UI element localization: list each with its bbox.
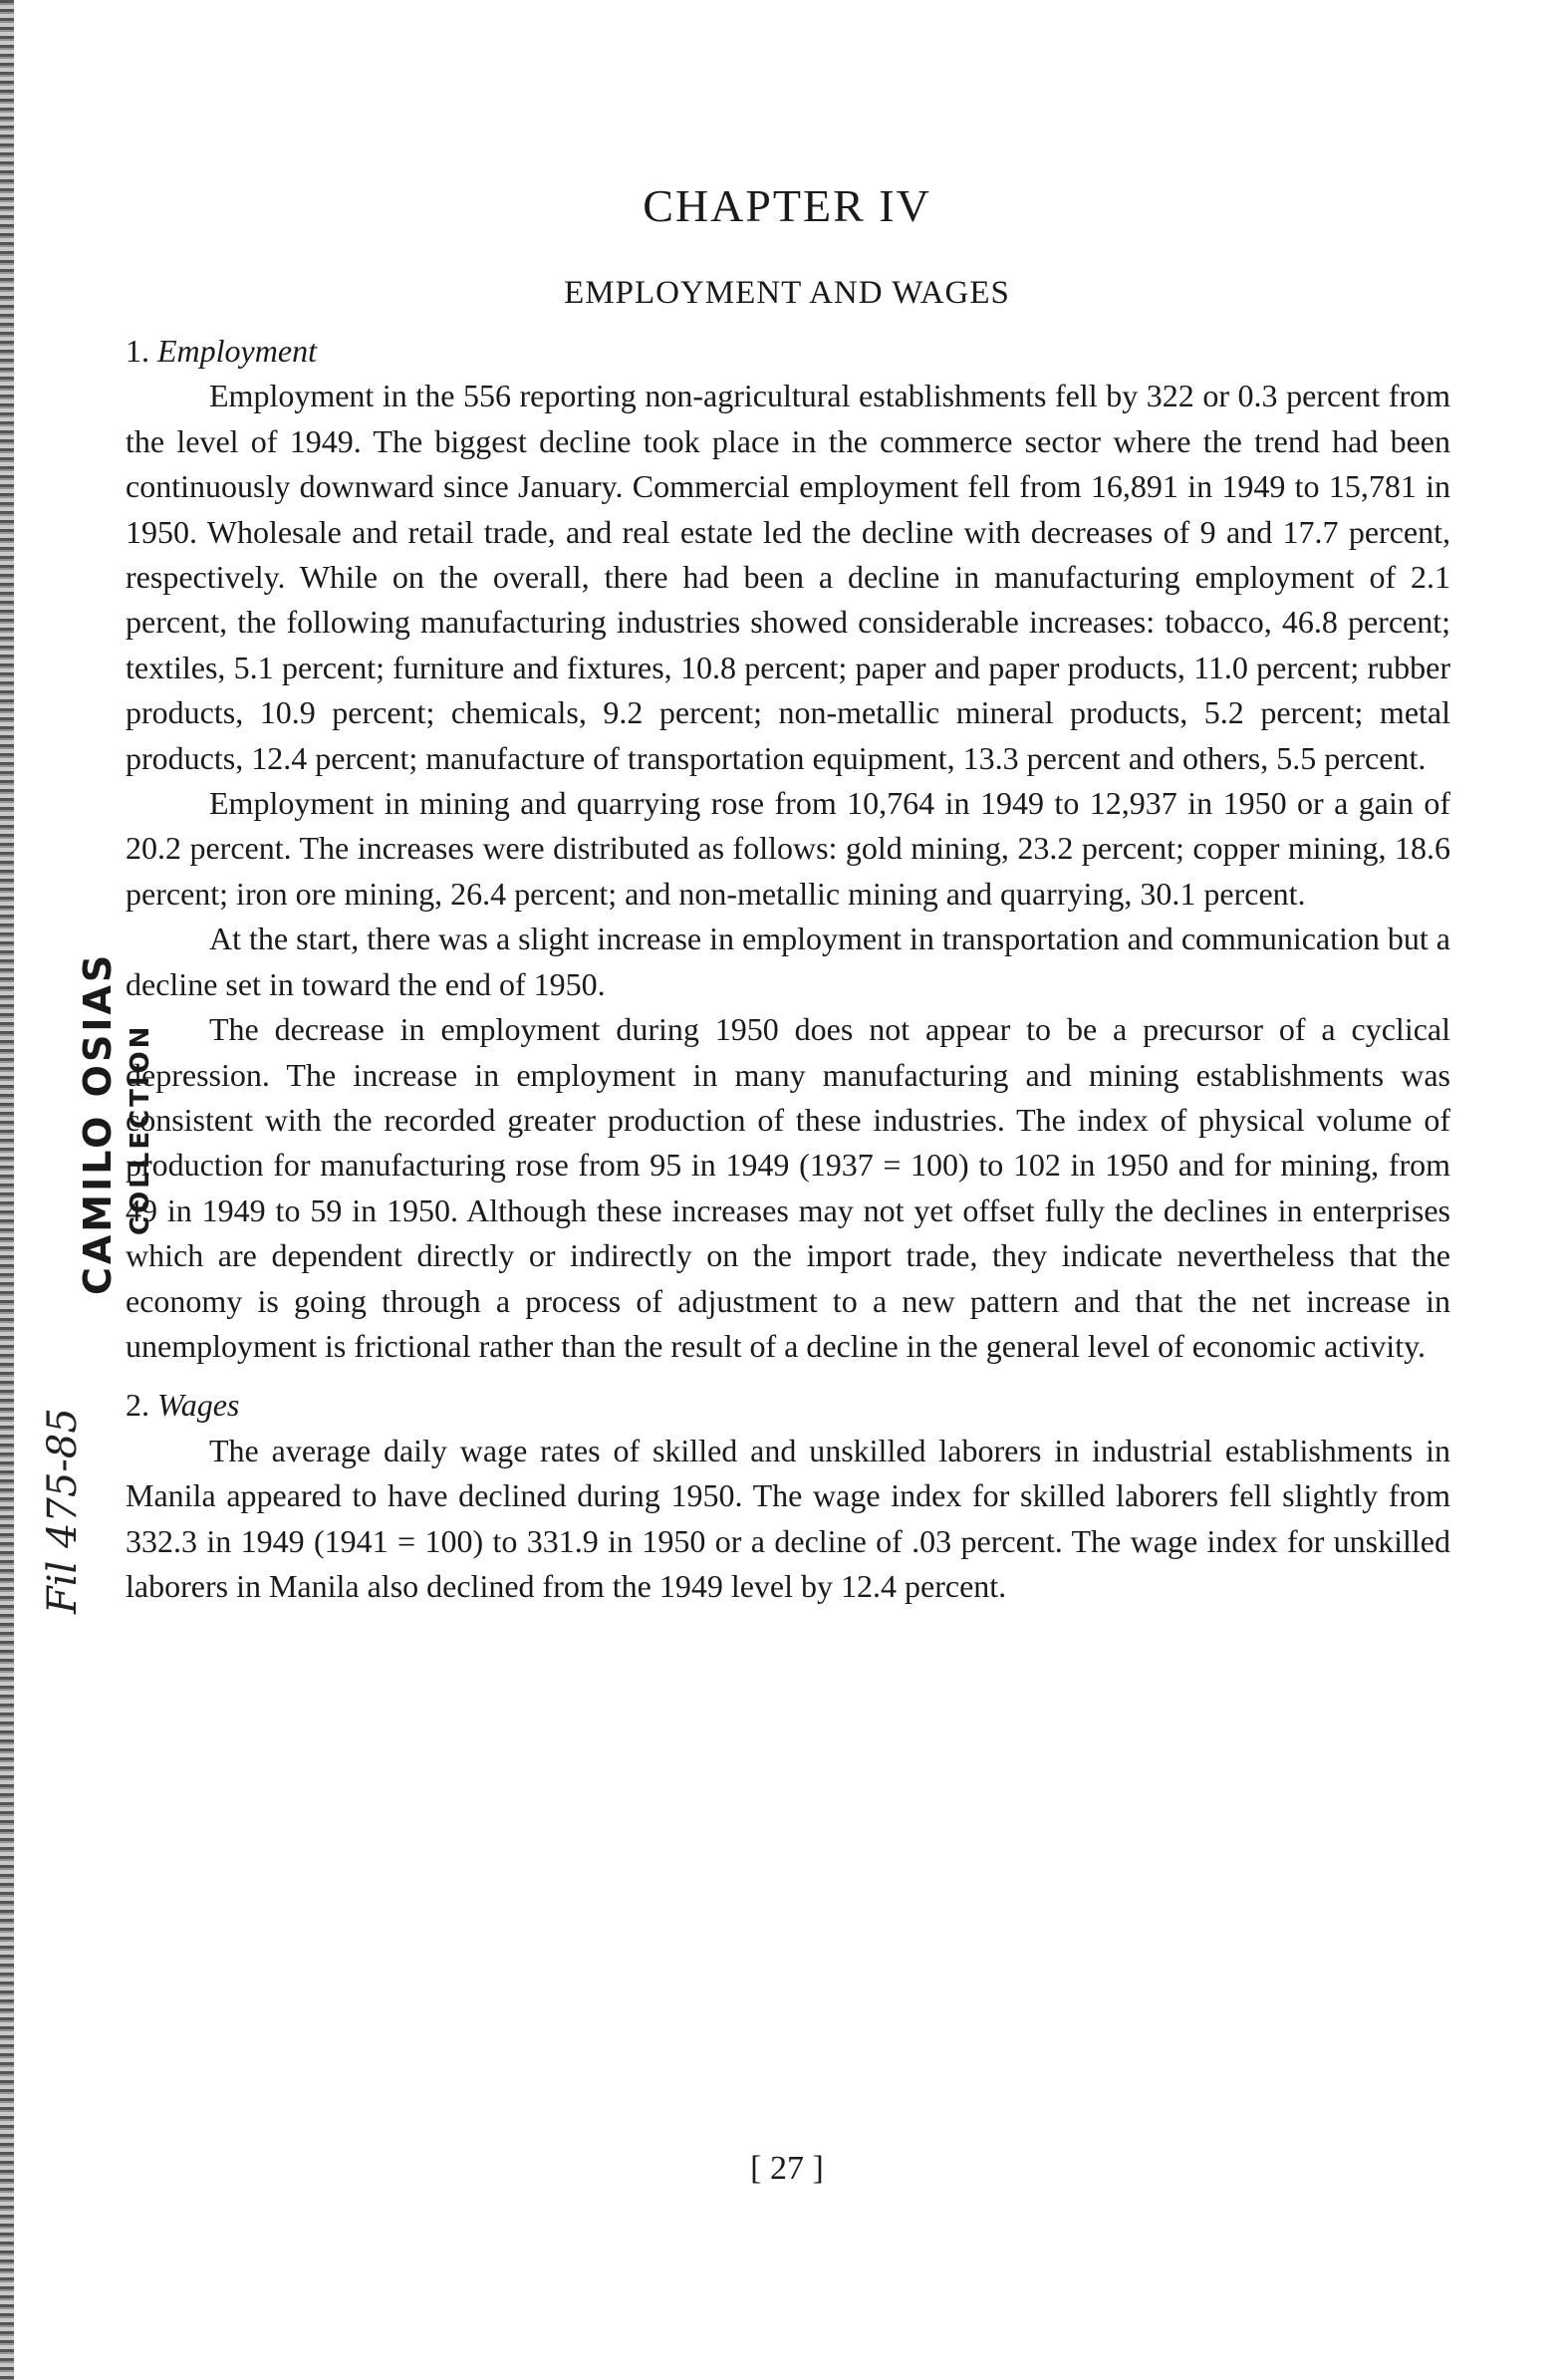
employment-paragraph-4: The decrease in employment during 1950 does not appear to be a precursor of a cyclical depression. The increase in employment in many manufacturing and mining establishments was consistent with the recorded greater production of these industries. The index of physical volume of production for manufacturing rose from 95 in 1949 (1937 = 100) to 102 in 1950 and for mining, from 49 in 1949 to 59 in 1950. Although these increases may not yet offset fully the declines in enterprises which are dependent directly or indirectly on the import trade, they indicate nevertheless that the economy is going through a process of adjustment to a new pattern and that the net increase in unemployment is frictional rather than the result of a decline in the general level of economic activity. [126, 1011, 1450, 1364]
wages-heading-label: Wages [157, 1387, 240, 1424]
employment-heading-number: 1. [126, 333, 149, 369]
employment-paragraph-1: Employment in the 556 reporting non-agricultural establishments fell by 322 or 0.3 percent from the level of 1949. The biggest decline took place in the commerce sector where the trend had been continuously downward since January. Commercial employment fell from 16,891 in 1949 to 15,781 in 1950. Wholesale and retail trade, and real estate led the decline with decreases of 9 and 17.7 percent, respectively. While on the overall, there had been a decline in manufacturing employment of 2.1 percent, the following manufacturing industries showed considerable increases: tobacco, 46.8 percent; textiles, 5.1 percent; furniture and fixtures, 10.8 percent; paper and paper products, 11.0 percent; rubber products, 10.9 percent; chemicals, 9.2 percent; non-metallic mineral products, 5.2 percent; metal products, 12.4 percent; manufacture of transportation equipment, 13.3 percent and others, 5.5 percent. [126, 378, 1450, 776]
wages-heading [126, 1383, 1450, 1428]
page-binding-edge [0, 0, 14, 2380]
chapter-title: CHAPTER IV [643, 180, 931, 231]
employment-paragraph-3: At the start, there was a slight increase in employment in transportation and communication but a decline set in toward the end of 1950. [126, 921, 1450, 1002]
employment-paragraph-2: Employment in mining and quarrying rose from 10,764 in 1949 to 12,937 in 1950 or a gain of 20.2 percent. The increases were distributed as follows: gold mining, 23.2 percent; copper mining, 18.6 percent; iron ore mining, 26.4 percent; and non-metallic mining and quarrying, 30.1 percent. [126, 785, 1450, 912]
page-number: [ 27 ] [750, 2150, 824, 2187]
wages-paragraph-1: The average daily wage rates of skilled and unskilled laborers in industrial establishments in Manila appeared to have declined during 1950. The wage index for skilled laborers fell slightly from 332.3 in 1949 (1941 = 100) to 331.9 in 1950 or a decline of .03 percent. The wage index for unskilled laborers in Manila also declined from the 1949 level by 12.4 percent. [126, 1432, 1450, 1604]
section-spacer [126, 1369, 1450, 1383]
wages-heading-number: 2. [126, 1387, 149, 1424]
employment-heading [126, 329, 1450, 374]
section-title: EMPLOYMENT AND WAGES [564, 275, 1010, 311]
stamp-name: CAMILO OSIAS [76, 951, 120, 1295]
document-page [120, 0, 1454, 2380]
body-text [126, 329, 1450, 1609]
employment-heading-label: Employment [157, 333, 317, 369]
handwritten-call-number: Fil 475-85 [40, 1408, 86, 1614]
stamp-collection: COLLECTION [126, 1023, 155, 1235]
collection-stamp [36, 951, 155, 1305]
